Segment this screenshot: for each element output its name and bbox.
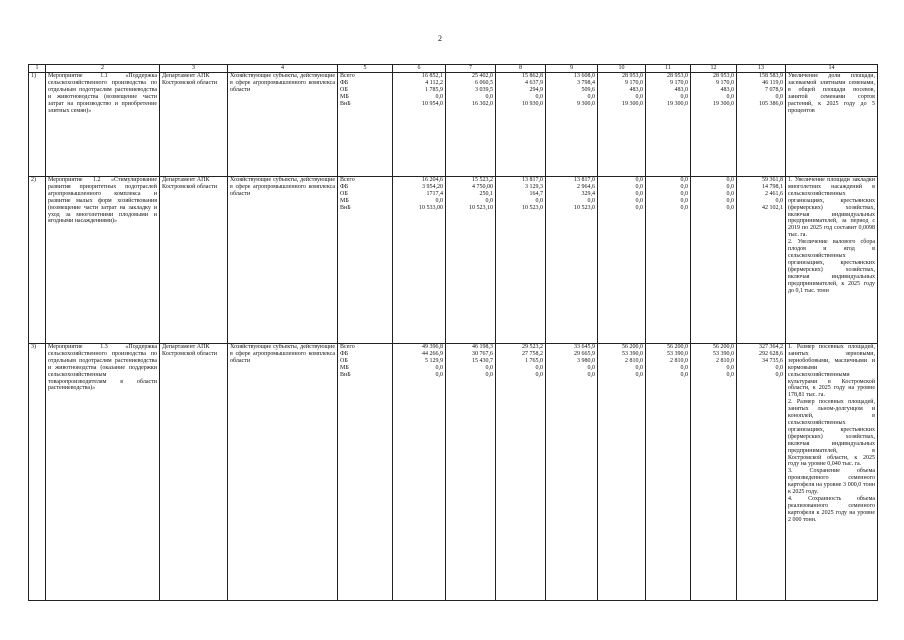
row-number: 3): [29, 344, 46, 601]
activity-name: Мероприятие 1.3 «Поддержка сельскохозяйственного производства по отдельным подотраслям растениеводства и животноводства (оказание поддержки сельскохозяйственным товаропроизводителям в области растениеводства)»: [46, 344, 160, 601]
year-value-col-10: 56 200,0 53 390,0 2 810,0 0,0 0,0: [598, 344, 646, 601]
total-value-col-13: 158 583,9 46 119,0 7 078,9 0,0 105 386,0: [737, 73, 786, 177]
column-number: 11: [646, 65, 691, 73]
column-number: 8: [496, 65, 546, 73]
funding-sources: Всего ФБ ОБ МБ ВнБ: [338, 177, 393, 344]
year-value-col-11: 28 953,0 9 170,0 483,0 0,0 19 300,0: [646, 73, 691, 177]
row-number: 2): [29, 177, 46, 344]
column-number: 7: [446, 65, 496, 73]
year-value-col-12: 28 953,0 9 170,0 483,0 0,0 19 300,0: [691, 73, 737, 177]
column-number: 9: [546, 65, 598, 73]
total-value-col-13: 327 364,2 292 628,6 34 735,6 0,0 0,0: [737, 344, 786, 601]
column-number: 4: [228, 65, 338, 73]
year-value-col-12: 56 200,0 53 390,0 2 810,0 0,0 0,0: [691, 344, 737, 601]
activity-name: Мероприятие 1.2 «Стимулирование развития приоритетных подотраслей агропромышленного комплекса и развитие малых форм хозяйствования (возмещение части затрат на закладку и уход за многолетними плодовыми и ягодными насаждениями)»: [46, 177, 160, 344]
expected-result: 1. Увеличение площади закладки многолетних насаждений в сельскохозяйственных организациях, крестьянских (фермерских) хозяйствах, включая индивидуальных предпринимателей, за период с 2019 по 2025 год составит 0,0098 тыс. га. 2. Увеличение валового сбора плодов и ягод в сельскохозяйственных организациях, крестьянских (фермерских) хозяйствах, включая индивидуальных предпринимателей, к 2025 году до 0,1 тыс. тонн: [786, 177, 878, 344]
column-number: 13: [737, 65, 786, 73]
year-value-col-11: 0,0 0,0 0,0 0,0 0,0: [646, 177, 691, 344]
column-number: 6: [393, 65, 446, 73]
table-row: [29, 344, 878, 601]
participants: Хозяйствующие субъекты, действующие в сфере агропромышленного комплекса области: [228, 344, 338, 601]
year-value-col-9: 13 608,0 3 798,4 509,6 0,0 9 300,0: [546, 73, 598, 177]
expected-result: 1. Размер посевных площадей, занятых зерновыми, зернобобовыми, масличными и кормовыми сельскохозяйственными культурами в Костромской области, к 2025 году на уровне 178,81 тыс. га. 2. Размер посевных площадей, занятых льном-долгунцом и коноплей, в сельскохозяйственных организациях, крестьянских (фермерских) хозяйствах, включая индивидуальных предпринимателей, в Костромской области, к 2025 году на уровне 0,040 тыс. га. 3. Сохранение объема произведенного семенного картофеля на уровне 3 000,0 тонн к 2025 году. 4. Сохранность объема реализованного семенного картофеля к 2025 году на уровне 2 000 тонн.: [786, 344, 878, 601]
year-value-col-7: 25 402,0 6 060,5 3 039,5 0,0 16 302,0: [446, 73, 496, 177]
year-value-col-10: 0,0 0,0 0,0 0,0 0,0: [598, 177, 646, 344]
column-number: 2: [46, 65, 160, 73]
table-row: [29, 73, 878, 177]
column-number: 3: [160, 65, 228, 73]
participants: Хозяйствующие субъекты, действующие в сфере агропромышленного комплекса области: [228, 73, 338, 177]
responsible-executor: Департамент АПК Костромской области: [160, 177, 228, 344]
page-number: 2: [438, 34, 442, 43]
column-number: 1: [29, 65, 46, 73]
year-value-col-7: 46 198,3 30 767,6 15 430,7 0,0 0,0: [446, 344, 496, 601]
year-value-col-7: 15 523,2 4 750,00 250,1 0,0 10 523,10: [446, 177, 496, 344]
column-number: 10: [598, 65, 646, 73]
responsible-executor: Департамент АПК Костромской области: [160, 73, 228, 177]
participants: Хозяйствующие субъекты, действующие в сфере агропромышленного комплекса области: [228, 177, 338, 344]
year-value-col-12: 0,0 0,0 0,0 0,0 0,0: [691, 177, 737, 344]
table-row: [29, 177, 878, 344]
year-value-col-8: 29 523,2 27 758,2 1 765,0 0,0 0,0: [496, 344, 546, 601]
year-value-col-6: 49 396,8 44 266,9 5 129,9 0,0 0,0: [393, 344, 446, 601]
expected-result: Увеличение доли площади, засеваемой элитными семенами, в общей площади посевов, занятой семенами сортов растений, к 2025 году до 5 процентов: [786, 73, 878, 177]
year-value-col-9: 13 817,0 2 964,6 329,4 0,0 10 523,0: [546, 177, 598, 344]
program-activities-table: [28, 64, 878, 601]
responsible-executor: Департамент АПК Костромской области: [160, 344, 228, 601]
year-value-col-9: 33 645,9 29 665,9 3 980,0 0,0 0,0: [546, 344, 598, 601]
funding-sources: Всего ФБ ОБ МБ ВнБ: [338, 344, 393, 601]
row-number: 1): [29, 73, 46, 177]
activity-name: Мероприятие 1.1 «Поддержка сельскохозяйственного производства по отдельным подотраслям растениеводства и животноводства (возмещение части затрат на производство и приобретение элитных семян)»: [46, 73, 160, 177]
year-value-col-10: 28 953,0 9 170,0 483,0 0,0 19 300,0: [598, 73, 646, 177]
column-number: 12: [691, 65, 737, 73]
total-value-col-13: 59 361,8 14 798,1 2 461,6 0,0 42 102,1: [737, 177, 786, 344]
year-value-col-8: 15 862,8 4 637,9 294,9 0,0 10 930,0: [496, 73, 546, 177]
year-value-col-6: 16 852,1 4 112,2 1 785,9 0,0 10 954,0: [393, 73, 446, 177]
year-value-col-8: 13 817,0 3 129,3 164,7 0,0 10 523,0: [496, 177, 546, 344]
funding-sources: Всего ФБ ОБ МБ ВнБ: [338, 73, 393, 177]
year-value-col-11: 56 200,0 53 390,0 2 810,0 0,0 0,0: [646, 344, 691, 601]
column-number-header-row: [29, 65, 878, 73]
year-value-col-6: 16 204,6 3 954,20 1717,4 0,0 10 533,00: [393, 177, 446, 344]
column-number: 5: [338, 65, 393, 73]
column-number: 14: [786, 65, 878, 73]
